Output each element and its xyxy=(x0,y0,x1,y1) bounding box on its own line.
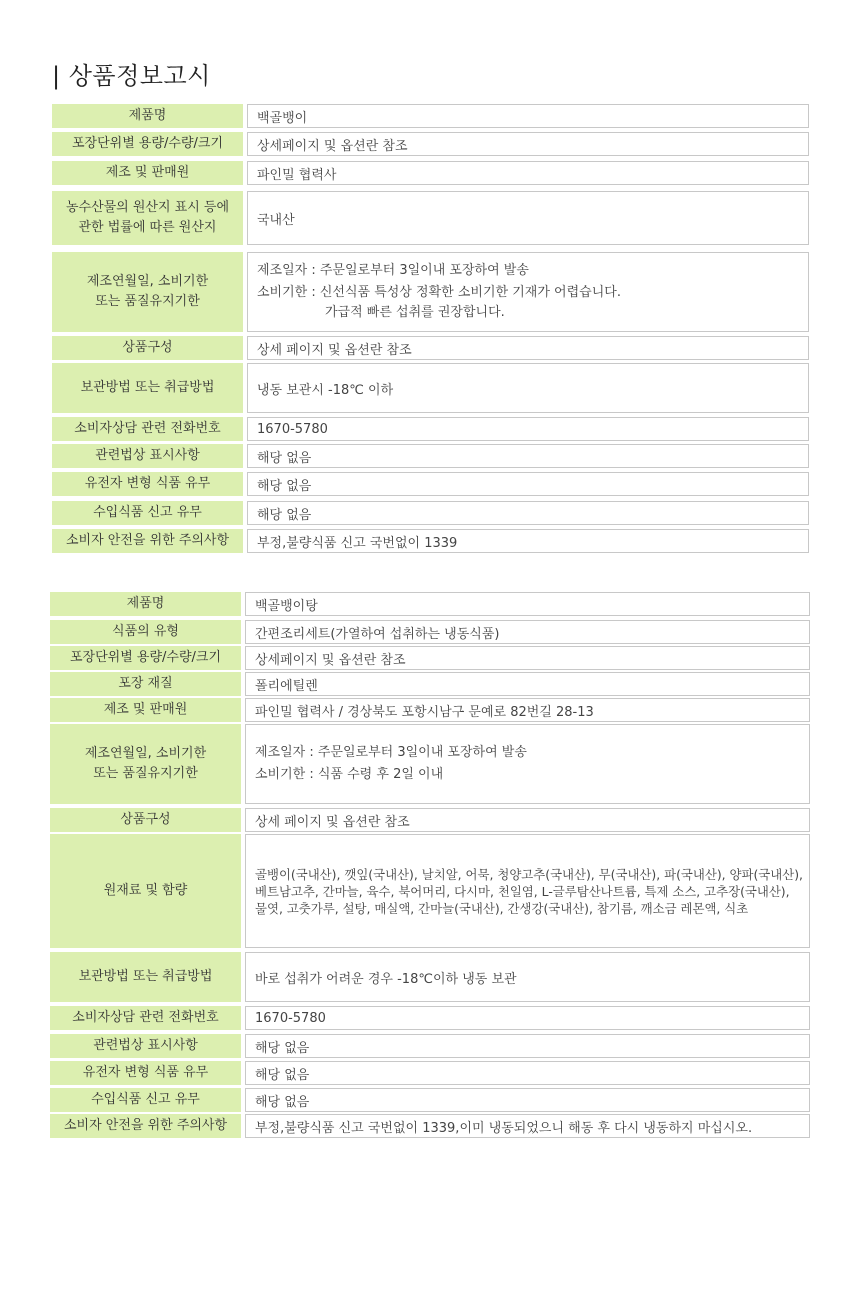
row-value-line: 소비기한 : 식품 수령 후 2일 이내 xyxy=(255,767,444,782)
row-value xyxy=(245,724,810,804)
table-row xyxy=(50,672,810,696)
table-row xyxy=(50,592,810,616)
row-value: 골뱅이(국내산), 깻잎(국내산), 날치알, 어묵, 청양고추(국내산), 무(국내산), 파(국내산), 양파(국내산), 베트남고추, 간마늘, 육수, 북어머리, 다시마, 천일염, L-글루탐산나트륨, 특제 소스, 고추장(국내산), 물엿, 고춧가루, 설탕, 매실액, 간마늘(국내산), 간생강(국내산), 참기름, 깨소금 레몬액, 식초 xyxy=(245,834,810,948)
row-value: 해당 없음 xyxy=(245,1088,810,1112)
row-value: 해당 없음 xyxy=(247,501,809,525)
row-value: 백골뱅이탕 xyxy=(245,592,810,616)
row-label: 포장단위별 용량/수량/크기 xyxy=(52,132,243,156)
row-label: 식품의 유형 xyxy=(50,620,241,644)
table-row xyxy=(52,132,809,156)
row-label: 수입식품 신고 유무 xyxy=(50,1088,241,1112)
row-value: 상세 페이지 및 옵션란 참조 xyxy=(245,808,810,832)
table-row xyxy=(52,161,809,185)
table-row xyxy=(50,952,810,1002)
row-value: 해당 없음 xyxy=(245,1034,810,1058)
row-label-line: 또는 품질유지기한 xyxy=(93,766,198,781)
table-row xyxy=(50,1034,810,1058)
row-label: 소비자상담 관련 전화번호 xyxy=(50,1006,241,1030)
table-row xyxy=(52,336,809,360)
table-row xyxy=(50,1088,810,1112)
row-value: 간편조리세트(가열하여 섭취하는 냉동식품) xyxy=(245,620,810,644)
row-label: 유전자 변형 식품 유무 xyxy=(50,1061,241,1085)
table-row xyxy=(50,698,810,722)
row-label: 관련법상 표시사항 xyxy=(52,444,243,468)
table-row xyxy=(52,417,809,441)
row-value: 바로 섭취가 어려운 경우 -18℃이하 냉동 보관 xyxy=(245,952,810,1002)
row-label: 포장 재질 xyxy=(50,672,241,696)
row-label: 포장단위별 용량/수량/크기 xyxy=(50,646,241,670)
row-value: 해당 없음 xyxy=(247,472,809,496)
row-label-line: 제조연월일, 소비기한 xyxy=(84,746,207,761)
row-value: 해당 없음 xyxy=(245,1061,810,1085)
row-label: 관련법상 표시사항 xyxy=(50,1034,241,1058)
table-row xyxy=(52,529,809,553)
row-value: 해당 없음 xyxy=(247,444,809,468)
table-row xyxy=(50,1061,810,1085)
row-value: 상세 페이지 및 옵션란 참조 xyxy=(247,336,809,360)
row-label xyxy=(50,724,241,804)
row-value: 파인밀 협력사 / 경상북도 포항시남구 문예로 82번길 28-13 xyxy=(245,698,810,722)
row-value-line: 소비기한 : 신선식품 특성상 정확한 소비기한 기재가 어렵습니다. xyxy=(257,285,621,300)
row-value-line: 가급적 빠른 섭취를 권장합니다. xyxy=(325,305,505,320)
row-label: 보관방법 또는 취급방법 xyxy=(52,363,243,413)
row-value-line: 제조일자 : 주문일로부터 3일이내 포장하여 발송 xyxy=(257,263,529,278)
table-row xyxy=(50,646,810,670)
row-label xyxy=(52,191,243,245)
table-row xyxy=(50,1114,810,1138)
row-value: 1670-5780 xyxy=(247,417,809,441)
table-row xyxy=(52,252,809,332)
table-row xyxy=(52,472,809,496)
table-row xyxy=(52,363,809,413)
row-label: 제품명 xyxy=(52,104,243,128)
row-value-line: 제조일자 : 주문일로부터 3일이내 포장하여 발송 xyxy=(255,745,527,760)
table-row xyxy=(52,191,809,245)
table-row xyxy=(50,724,810,804)
row-value: 국내산 xyxy=(247,191,809,245)
table-row xyxy=(50,1006,810,1030)
row-label: 제조 및 판매원 xyxy=(50,698,241,722)
row-value: 백골뱅이 xyxy=(247,104,809,128)
row-label: 수입식품 신고 유무 xyxy=(52,501,243,525)
row-value: 상세페이지 및 옵션란 참조 xyxy=(247,132,809,156)
row-label: 제조 및 판매원 xyxy=(52,161,243,185)
row-label: 소비자 안전을 위한 주의사항 xyxy=(50,1114,241,1138)
row-label xyxy=(52,252,243,332)
row-value: 냉동 보관시 -18℃ 이하 xyxy=(247,363,809,413)
row-value: 파인밀 협력사 xyxy=(247,161,809,185)
table-row xyxy=(52,501,809,525)
page-title: | 상품정보고시 xyxy=(52,62,211,90)
table-row xyxy=(50,834,810,948)
row-label: 소비자 안전을 위한 주의사항 xyxy=(52,529,243,553)
row-label: 상품구성 xyxy=(50,808,241,832)
row-value: 부정,불량식품 신고 국번없이 1339 xyxy=(247,529,809,553)
row-label-line: 또는 품질유지기한 xyxy=(95,294,200,309)
row-label: 제품명 xyxy=(50,592,241,616)
row-label-line: 관한 법률에 따른 원산지 xyxy=(78,220,217,235)
table-row xyxy=(52,444,809,468)
row-value: 1670-5780 xyxy=(245,1006,810,1030)
row-label-line: 농수산물의 원산지 표시 등에 xyxy=(65,200,230,215)
row-value: 부정,불량식품 신고 국번없이 1339,이미 냉동되었으니 해동 후 다시 냉동하지 마십시오. xyxy=(245,1114,810,1138)
table-row xyxy=(50,808,810,832)
row-label: 상품구성 xyxy=(52,336,243,360)
row-value: 폴리에틸렌 xyxy=(245,672,810,696)
row-label: 원재료 및 함량 xyxy=(50,834,241,948)
row-label: 유전자 변형 식품 유무 xyxy=(52,472,243,496)
row-label: 소비자상담 관련 전화번호 xyxy=(52,417,243,441)
table-row xyxy=(52,104,809,128)
row-label: 보관방법 또는 취급방법 xyxy=(50,952,241,1002)
table-row xyxy=(50,620,810,644)
row-value: 상세페이지 및 옵션란 참조 xyxy=(245,646,810,670)
row-label-line: 제조연월일, 소비기한 xyxy=(86,274,209,289)
row-value xyxy=(247,252,809,332)
